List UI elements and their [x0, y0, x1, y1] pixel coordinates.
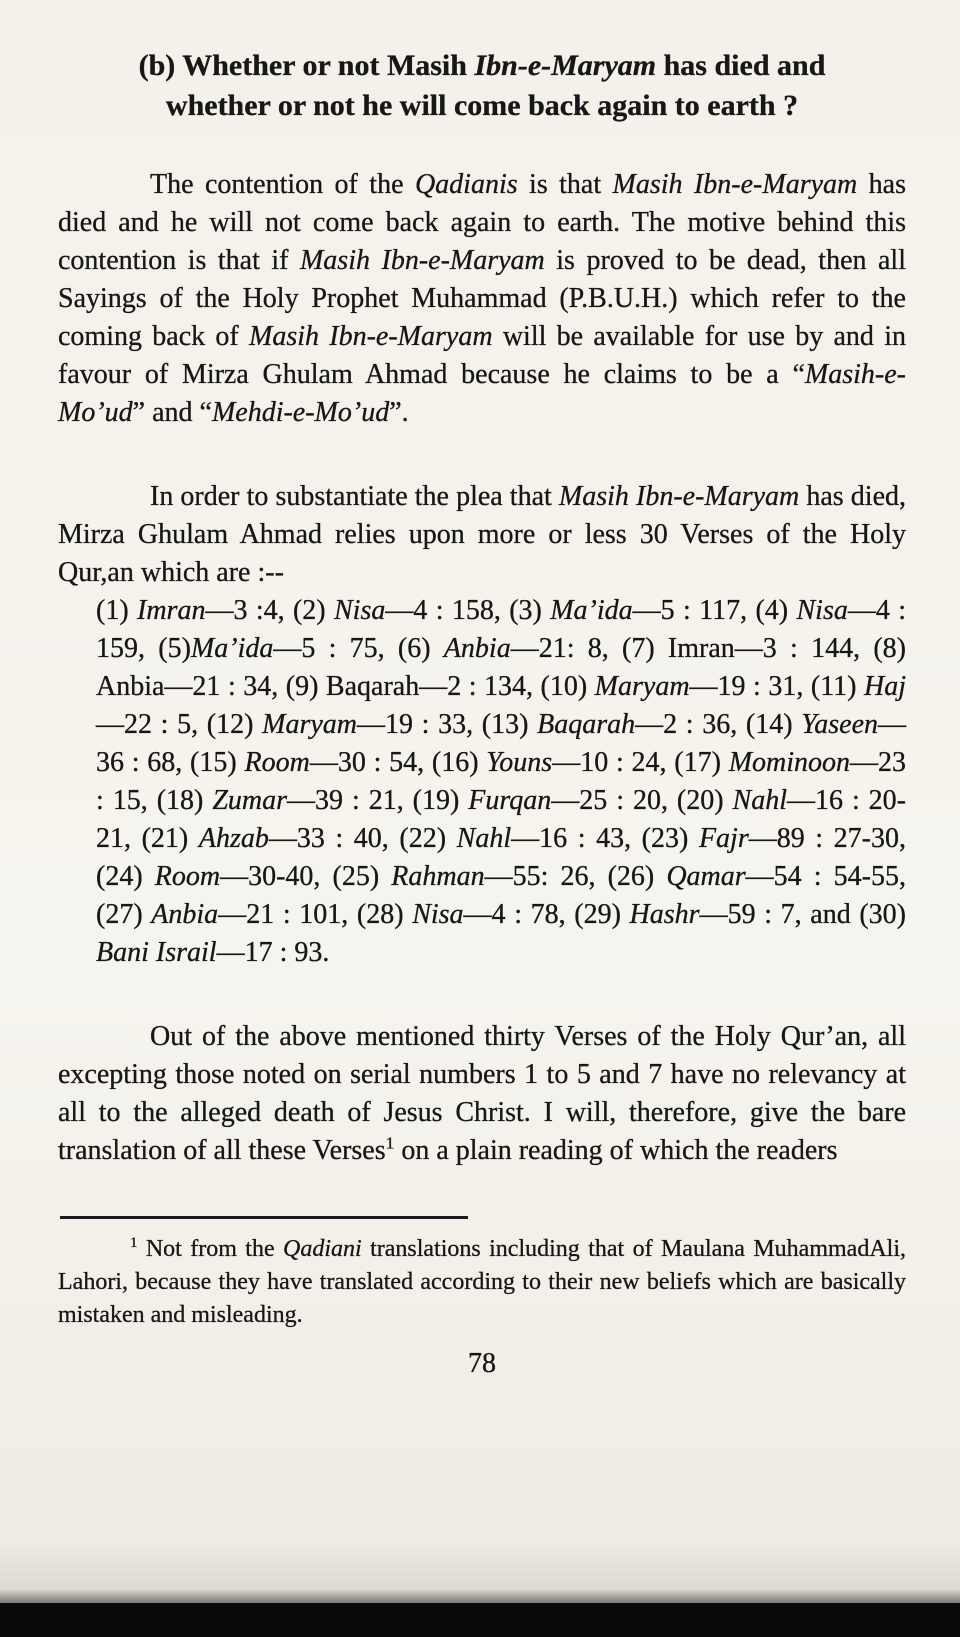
scan-edge-black-bar [0, 1603, 960, 1637]
paragraph-conclusion: Out of the above mentioned thirty Verses of the Holy Qur’an, all excepting those noted on serial numbers 1 to 5 and 7 have no relevancy at all to the alleged death of Jesus Christ. I will, therefore, give the bare translation of all these Verses$^1$ on a plain reading of which the readers [58, 1021, 906, 1166]
section-heading: (b) Whether or not Masih Ibn-e-Maryam has died and whether or not he will come back again to earth ? [138, 49, 826, 122]
verse-list: (1) Imran—3 :4, (2) Nisa—4 : 158, (3) Ma’ida—5 : 117, (4) Nisa—4 : 159, (5)Ma’ida—5 : 75, (6) Anbia—21: 8, (7) Imran—3 : 144, (8) Anbia—21 : 34, (9) Baqarah—2 : 134, (10) Maryam—19 : 31, (11) Haj—22 : 5, (12) Maryam—19 : 33, (13) Baqarah—2 : 36, (14) Yaseen—36 : 68, (15) Room—30 : 54, (16) Youns—10 : 24, (17) Mominoon—23 : 15, (18) Zumar—39 : 21, (19) Furqan—25 : 20, (20) Nahl—16 : 20-21, (21) Ahzab—33 : 40, (22) Nahl—16 : 43, (23) Fajr—89 : 27-30, (24) Room—30-40, (25) Rahman—55: 26, (26) Qamar—54 : 54-55, (27) Anbia—21 : 101, (28) Nisa—4 : 78, (29) Hashr—59 : 7, and (30) Bani Israil—17 : 93. [96, 595, 907, 968]
footnote: $^1$ Not from the Qadiani translations including that of Maulana MuhammadAli, Lahori, because they have translated according to their new beliefs which are basically mistaken and misleading. [58, 1235, 906, 1328]
footnote-divider [60, 1216, 468, 1219]
scan-edge-shadow [0, 1589, 960, 1603]
paragraph-contention: The contention of the Qadianis is that Masih Ibn-e-Maryam has died and he will not come back again to earth. The motive behind this contention is that if Masih Ibn-e-Maryam is proved to be dead, then all Sayings of the Holy Prophet Muhammad (P.B.U.H.) which refer to the coming back of Masih Ibn-e-Maryam will be available for use by and in favour of Mirza Ghulam Ahmad because he claims to be a “Masih-e-Mo’ud” and “Mehdi-e-Mo’ud”. [58, 169, 906, 428]
page-number: 78 [468, 1348, 496, 1379]
paragraph-substantiate: In order to substantiate the plea that Masih Ibn-e-Maryam has died, Mirza Ghulam Ahmad relies upon more or less 30 Verses of the Holy Qur,an which are :-- [58, 481, 906, 588]
